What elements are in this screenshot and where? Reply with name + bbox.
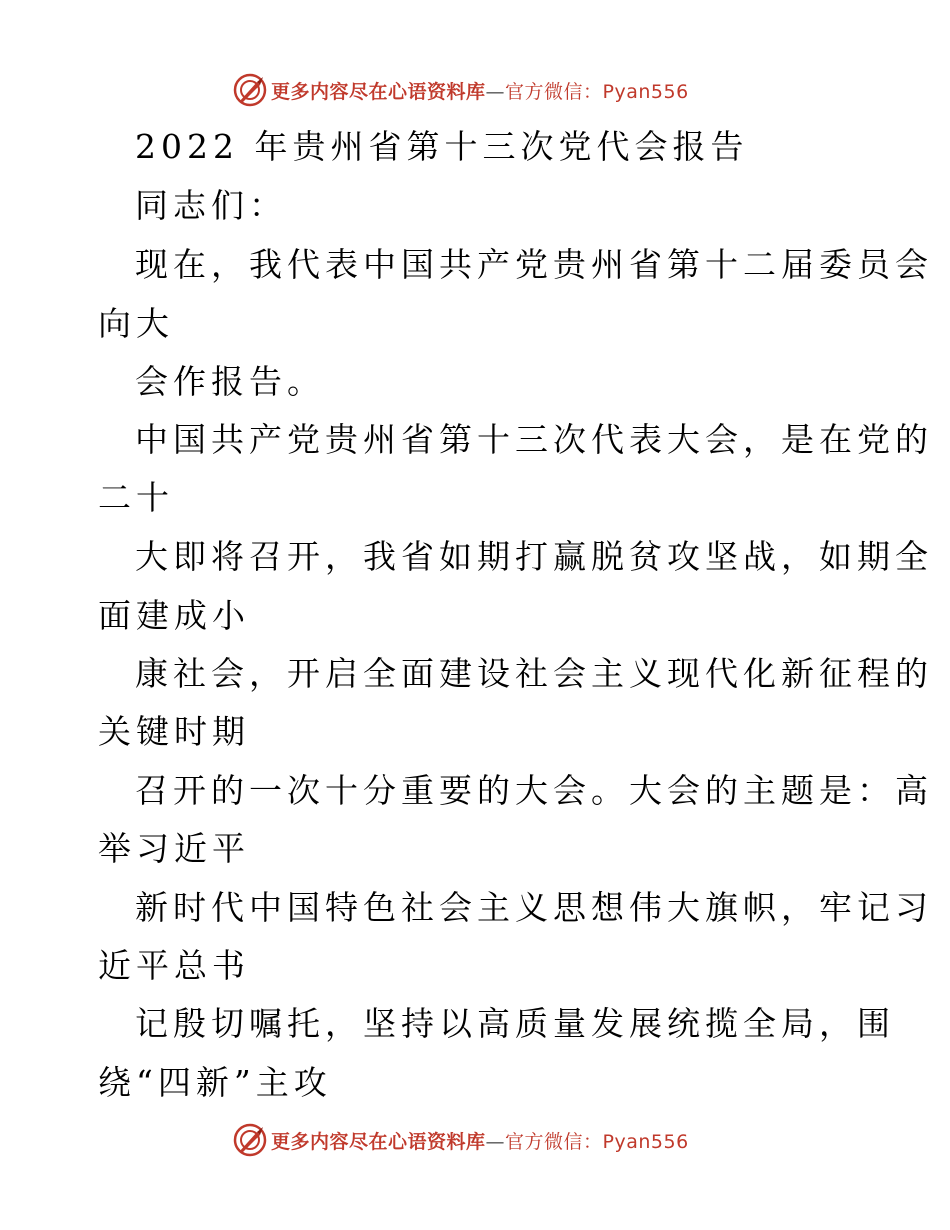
quill-logo-icon <box>233 1123 267 1157</box>
paragraph-line: 绕“四新”主攻 <box>98 1063 332 1102</box>
watermark-contact-text: 官方微信：Pyan556 <box>505 1130 689 1153</box>
paragraph-line: 二十 <box>98 478 174 517</box>
paragraph-line: 召开的一次十分重要的大会。大会的主题是：高 <box>135 771 933 810</box>
paragraph-line: 同志们： <box>135 186 287 225</box>
paragraph-line: 记殷切嘱托，坚持以高质量发展统揽全局，围 <box>135 1004 895 1043</box>
watermark-main-text: 更多内容尽在心语资料库 <box>271 1130 486 1153</box>
paragraph-line: 近平总书 <box>98 946 250 985</box>
paragraph-line: 关键时期 <box>98 712 250 751</box>
watermark-separator: — <box>485 80 506 103</box>
quill-logo-icon <box>233 73 267 107</box>
paragraph-line: 新时代中国特色社会主义思想伟大旗帜，牢记习 <box>135 888 933 927</box>
footer-watermark <box>233 1122 733 1158</box>
watermark-main-text: 更多内容尽在心语资料库 <box>271 80 486 103</box>
paragraph-line: 向大 <box>98 304 174 343</box>
watermark-text <box>271 1127 689 1154</box>
watermark-contact-text: 官方微信：Pyan556 <box>505 80 689 103</box>
watermark-separator: — <box>485 1130 506 1153</box>
paragraph-line: 现在，我代表中国共产党贵州省第十二届委员会 <box>135 245 933 284</box>
paragraph-line: 会作报告。 <box>135 362 325 401</box>
paragraph-line: 面建成小 <box>98 596 250 635</box>
paragraph-line: 康社会，开启全面建设社会主义现代化新征程的 <box>135 654 933 693</box>
paragraph-line: 举习近平 <box>98 829 250 868</box>
watermark-text <box>271 77 689 104</box>
paragraph-line: 中国共产党贵州省第十三次代表大会，是在党的 <box>135 420 933 459</box>
header-watermark <box>233 72 733 108</box>
document-title: 2022 年贵州省第十三次党代会报告 <box>135 127 749 166</box>
paragraph-line: 大即将召开，我省如期打赢脱贫攻坚战，如期全 <box>135 537 933 576</box>
